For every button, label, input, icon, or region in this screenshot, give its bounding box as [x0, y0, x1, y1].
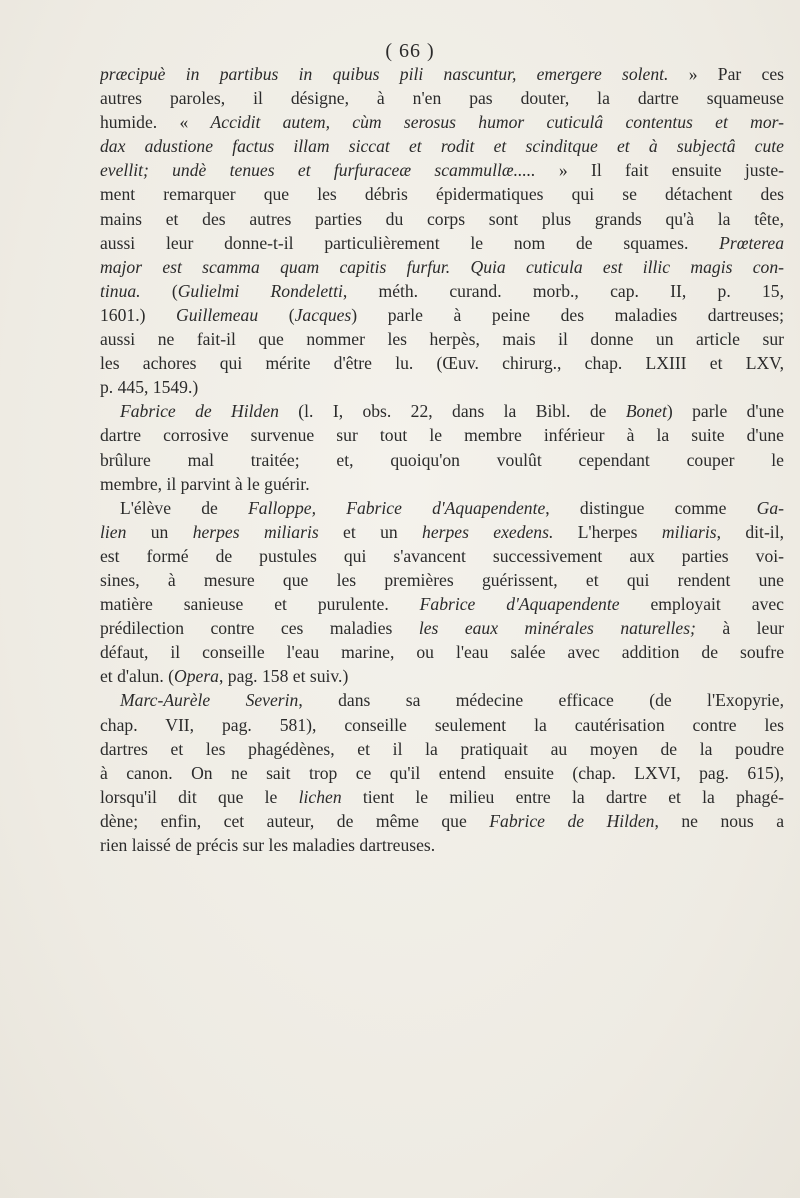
text-run: et un — [318, 521, 423, 542]
text-run: ) parle à peine des maladies dartreuses; — [351, 304, 784, 325]
text-run: les achores qui mérite d'être lu. (Œuv. chirurg., chap. LXIII et LXV, — [100, 353, 784, 374]
text-run: ment remarquer que les débris épidermatiques qui se détachent des — [100, 184, 784, 205]
text-run: ) parle d'une — [666, 401, 784, 422]
text-run: L'élève de — [120, 497, 249, 518]
text-run: lorsqu'il dit que le — [100, 786, 299, 807]
italic-text: Accidit autem, cùm serosus humor cuticulâ contentus et mor- — [210, 112, 784, 133]
text-line — [100, 544, 784, 568]
text-run: tient le milieu entre la dartre et la phagé- — [341, 786, 784, 807]
text-line — [100, 279, 784, 303]
text-line — [100, 134, 784, 158]
text-line — [100, 62, 784, 86]
text-line — [100, 375, 784, 399]
text-run: aussi ne fait-il que nommer les herpès, mais il donne un article sur — [100, 329, 784, 350]
text-run: » Il fait ensuite juste- — [535, 160, 784, 181]
italic-text: Guillemeau — [176, 304, 259, 325]
italic-text: Falloppe, Fabrice d'Aquapendente — [248, 497, 546, 518]
italic-text: les eaux minérales naturelles; — [418, 618, 696, 639]
text-line — [100, 182, 784, 206]
text-run: prédilection contre ces maladies — [100, 618, 419, 639]
text-line — [100, 158, 784, 182]
italic-text: Prœterea — [719, 232, 784, 253]
italic-text: herpes miliaris — [192, 521, 319, 542]
text-run: dartres et les phagédènes, et il la pratiquait au moyen de la poudre — [100, 738, 784, 759]
text-line — [100, 568, 784, 592]
italic-text: Fabrice d'Aquapendente — [419, 594, 620, 615]
italic-text: Ga- — [756, 497, 784, 518]
italic-text: Opera — [174, 666, 219, 687]
text-run: (l. I, obs. 22, dans la Bibl. de — [278, 401, 626, 422]
text-line — [100, 351, 784, 375]
text-run: et d'alun. ( — [100, 666, 175, 687]
italic-text: Jacques — [294, 304, 352, 325]
text-run: , dit-il, — [716, 521, 784, 542]
text-line — [100, 785, 784, 809]
text-run: ( — [140, 280, 178, 301]
text-line — [100, 688, 784, 712]
italic-text: major est scamma quam capitis furfur. Quia cuticula est illic magis con- — [100, 256, 784, 277]
text-line — [100, 110, 784, 134]
italic-text: Fabrice de Hilden — [120, 401, 279, 422]
text-run: employait avec — [619, 594, 784, 615]
text-line — [100, 833, 784, 857]
text-line — [100, 761, 784, 785]
text-line — [100, 399, 784, 423]
italic-text: Fabrice de Hilden — [489, 810, 655, 831]
text-run: est formé de pustules qui s'avancent successivement aux parties voi- — [100, 545, 784, 566]
text-line — [100, 303, 784, 327]
text-run: » Par ces — [668, 64, 784, 84]
italic-text: herpes exedens. — [422, 521, 554, 542]
text-run: défaut, il conseille l'eau marine, ou l'eau salée avec addition de soufre — [100, 642, 784, 663]
italic-text: miliaris — [661, 521, 717, 542]
text-line — [100, 664, 784, 688]
text-run: p. 445, 1549.) — [100, 377, 199, 398]
text-run: , dans sa médecine efficace (de l'Exopyrie, — [298, 690, 784, 711]
italic-text: lichen — [298, 786, 342, 807]
text-run: mains et des autres parties du corps sont plus grands qu'à la tête, — [100, 208, 784, 229]
italic-text: lien — [100, 521, 127, 542]
text-line — [100, 86, 784, 110]
page-number: ( 66 ) — [385, 40, 435, 62]
italic-text: evellit; undè tenues et furfuraceæ scammullæ..... — [100, 160, 536, 181]
text-run: 1601.) — [100, 304, 177, 325]
text-line — [100, 207, 784, 231]
text-run: aussi leur donne-t-il particulièrement le nom de squames. — [100, 232, 720, 253]
text-run: un — [126, 521, 193, 542]
text-line — [100, 737, 784, 761]
text-line — [100, 616, 784, 640]
text-run: ( — [258, 304, 295, 325]
text-run: dartre corrosive survenue sur tout le membre inférieur à la suite d'une — [100, 425, 784, 446]
text-line — [100, 713, 784, 737]
text-line — [100, 640, 784, 664]
text-run: rien laissé de précis sur les maladies dartreuses. — [100, 835, 436, 855]
text-run: membre, il parvint à le guérir. — [100, 473, 310, 494]
text-run: , distingue comme — [545, 497, 757, 518]
italic-text: tinua. — [100, 280, 141, 301]
italic-text: præcipuè in partibus in quibus pili nascuntur, emergere solent. — [100, 64, 669, 84]
text-run: , méth. curand. morb., cap. II, p. 15, — [342, 280, 784, 301]
text-run: L'herpes — [553, 521, 662, 542]
text-run: dène; enfin, cet auteur, de même que — [100, 810, 490, 831]
text-run: brûlure mal traitée; et, quoiqu'on voulût cependant couper le — [100, 449, 784, 470]
italic-text: Marc-Aurèle Severin — [120, 690, 299, 711]
text-run: , ne nous a — [654, 810, 784, 831]
italic-text: dax adustione factus illam siccat et rodit et scinditque et à subjectâ cute — [100, 136, 784, 157]
text-line — [100, 231, 784, 255]
text-line — [100, 496, 784, 520]
text-run: à canon. On ne sait trop ce qu'il entend ensuite (chap. LXVI, pag. 615), — [100, 762, 784, 783]
text-line — [100, 520, 784, 544]
text-line — [100, 255, 784, 279]
text-line — [100, 592, 784, 616]
text-line — [100, 448, 784, 472]
text-run: à leur — [695, 618, 784, 639]
text-line — [100, 472, 784, 496]
text-line — [100, 809, 784, 833]
text-line — [100, 423, 784, 447]
text-run: matière sanieuse et purulente. — [100, 594, 420, 615]
body-text — [100, 62, 784, 857]
text-run: chap. VII, pag. 581), conseille seulement la cautérisation contre les — [100, 714, 784, 735]
text-run: humide. « — [100, 112, 211, 133]
text-line — [100, 327, 784, 351]
text-run: autres paroles, il désigne, à n'en pas douter, la dartre squameuse — [100, 88, 784, 109]
italic-text: Bonet — [625, 401, 667, 422]
italic-text: Gulielmi Rondeletti — [177, 280, 343, 301]
text-run: , pag. 158 et suiv.) — [218, 666, 349, 687]
text-run: sines, à mesure que les premières guérissent, et qui rendent une — [100, 569, 784, 590]
